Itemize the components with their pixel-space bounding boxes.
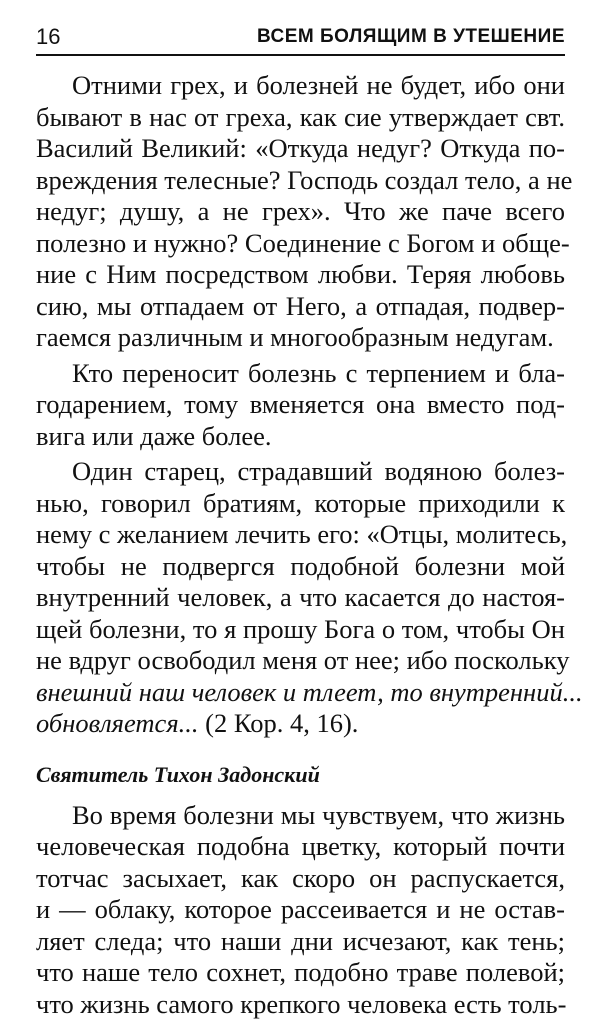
paragraph-3 (36, 456, 583, 740)
text-line: гаемся различным и многообразным недугам. (36, 322, 554, 352)
text-line: полезно и нужно? Соединение с Богом и обще- (36, 227, 570, 258)
page-number: 16 (36, 24, 61, 49)
text-line: ляет следа; что наши дни исчезают, как тень; (36, 925, 565, 956)
text-line-with-citation (36, 708, 565, 740)
text-line: нью, говорил братиям, которые приходили к (36, 487, 565, 518)
italic-quote-line: внешний наш человек и тлеет, то внутренний... (36, 676, 583, 707)
text-line: вига или даже более. (36, 420, 272, 451)
text-line: сию, мы отпадаем от Него, а отпадая, подвер- (36, 290, 565, 321)
text-line: и — облаку, которое рассеивается и не остав- (36, 894, 565, 924)
paragraph-1 (36, 70, 573, 354)
text-line: щей болезни, то я прошу Бога о том, чтобы Он (36, 613, 565, 644)
paragraph-4 (36, 800, 565, 1021)
text-line: тотчас засыхает, как скоро он распускается, (36, 862, 565, 893)
text-line: Кто переносит болезнь с терпением и бла- (72, 357, 565, 388)
text-line: Василий Великий: «Откуда недуг? Откуда по- (36, 133, 565, 163)
italic-quote-end: обновляется... (36, 708, 199, 738)
text-line: что наше тело сохнет, подобно траве полевой; (36, 957, 565, 987)
text-line: чтобы не подвергся подобной болезни мой (36, 550, 565, 581)
text-line: не вдруг освободил меня от нее; ибо поскольку (36, 645, 570, 675)
paragraph-2 (36, 358, 565, 453)
section-heading: Святитель Тихон Задонский (36, 761, 320, 787)
page-body (36, 70, 583, 1024)
text-line: Отними грех, и болезней не будет, ибо они (72, 70, 565, 100)
text-line: вреждения телесные? Господь создал тело, а не (36, 164, 573, 195)
text-line: нему с желанием лечить его: «Отцы, молитесь, (36, 519, 568, 549)
text-line: годарением, тому вменяется она вместо под- (36, 389, 565, 419)
text-line: Во время болезни мы чувствуем, что жизнь (72, 799, 565, 830)
text-line: что жизнь самого крепкого человека есть толь- (36, 988, 567, 1019)
scripture-citation: (2 Кор. 4, 16). (198, 708, 359, 738)
running-title: ВСЕМ БОЛЯЩИМ В УТЕШЕНИЕ (257, 26, 565, 47)
page-header (36, 18, 565, 56)
text-line: бывают в нас от греха, как сие утверждает свт. (36, 101, 565, 132)
text-line: Один старец, страдавший водяною болез- (72, 456, 565, 486)
text-line: человеческая подобна цветку, который почти (36, 831, 565, 861)
text-line: ние с Ним посредством любви. Теряя любовь (36, 259, 565, 289)
text-line: недуг; душу, а не грех». Что же паче всего (36, 196, 565, 226)
text-line: внутренний человек, а что касается до настоя- (36, 582, 565, 612)
